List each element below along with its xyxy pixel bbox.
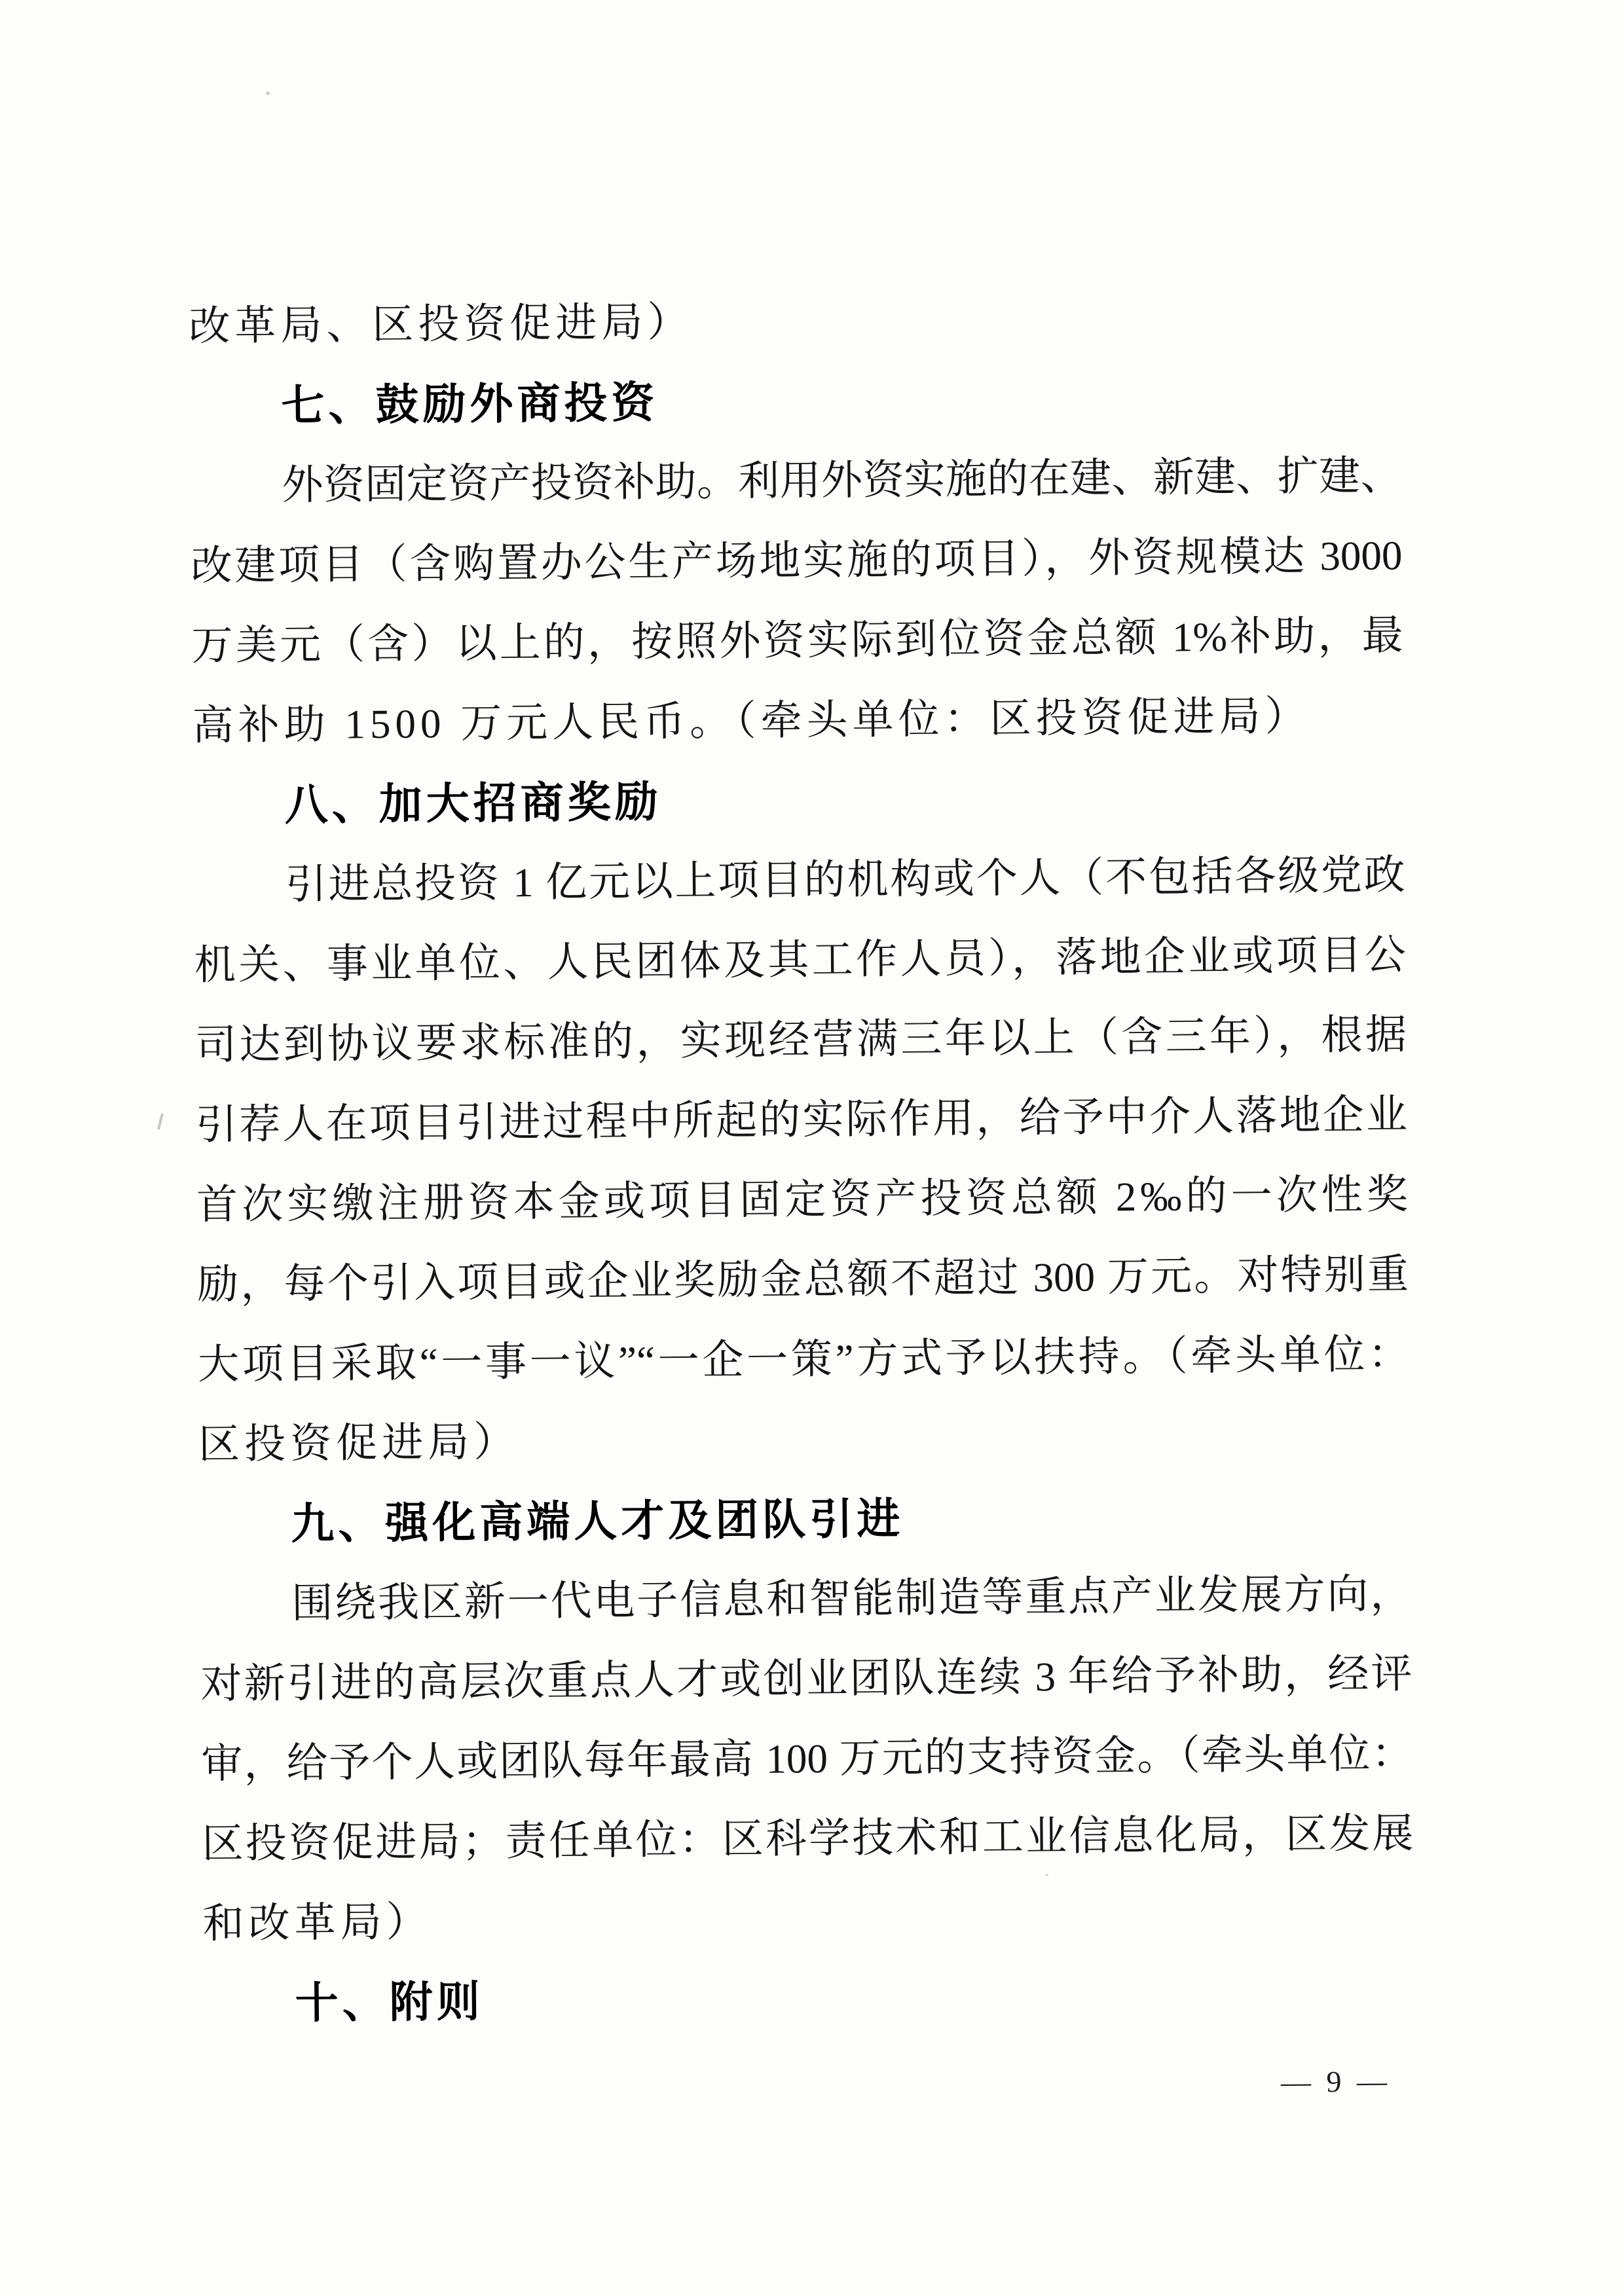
- body-line: 和改革局）: [202, 1899, 432, 1947]
- heading-line: 九、强化高端人才及团队引进: [290, 1494, 904, 1548]
- body-line: 外资固定资产投资补助。利用外资实施的在建、新建、扩建、: [282, 452, 1402, 509]
- body-line: 大项目采取“一事一议”“一企一策”方式予以扶持。（牵头单位：: [197, 1331, 1410, 1388]
- text-lines: [189, 276, 1415, 2043]
- body-line: 机关、事业单位、人民团体及其工作人员），落地企业或项目公: [194, 932, 1407, 989]
- heading-line: 八、加大招商奖励: [284, 777, 663, 829]
- body-line: 引荐人在项目引进过程中所起的实际作用，给予中介人落地企业: [195, 1091, 1408, 1148]
- body-line: 对新引进的高层次重点人才或创业团队连续 3 年给予补助，经评: [200, 1650, 1412, 1707]
- scan-speck: [157, 1113, 164, 1130]
- body-line: 区投资促进局）: [198, 1419, 520, 1468]
- body-line: 万美元（含）以上的，按照外资实际到位资金总额 1%补助，最: [191, 612, 1403, 669]
- body-line: 励，每个引入项目或企业奖励金总额不超过 300 万元。对特别重: [196, 1251, 1409, 1308]
- body-line: 司达到协议要求标准的，实现经营满三年以上（含三年），根据: [194, 1011, 1407, 1068]
- body-line: 审，给予个人或团队每年最高 100 万元的支持资金。（牵头单位：: [201, 1730, 1413, 1787]
- heading-line: 十、附则: [295, 1977, 484, 2028]
- body-line: 引进总投资 1 亿元以上项目的机构或个人（不包括各级党政: [285, 852, 1406, 908]
- body-line: 首次实缴注册资本金或项目固定资产投资总额 2‰的一次性奖: [196, 1171, 1409, 1228]
- page-number: — 9 —: [1280, 2064, 1392, 2099]
- body-line: 改革局、区投资促进局）: [189, 299, 693, 350]
- body-line: 高补助 1500 万元人民币。（牵头单位：区投资促进局）: [192, 693, 1311, 749]
- heading-line: 七、鼓励外商投资: [281, 378, 659, 430]
- scan-speck: [266, 92, 270, 95]
- body-line: 区投资促进局；责任单位：区科学技术和工业信息化局，区发展: [202, 1810, 1414, 1867]
- body-line: 围绕我区新一代电子信息和智能制造等重点产业发展方向，: [291, 1571, 1412, 1627]
- body-line: 改建项目（含购置办公生产场地实施的项目），外资规模达 3000: [191, 532, 1403, 589]
